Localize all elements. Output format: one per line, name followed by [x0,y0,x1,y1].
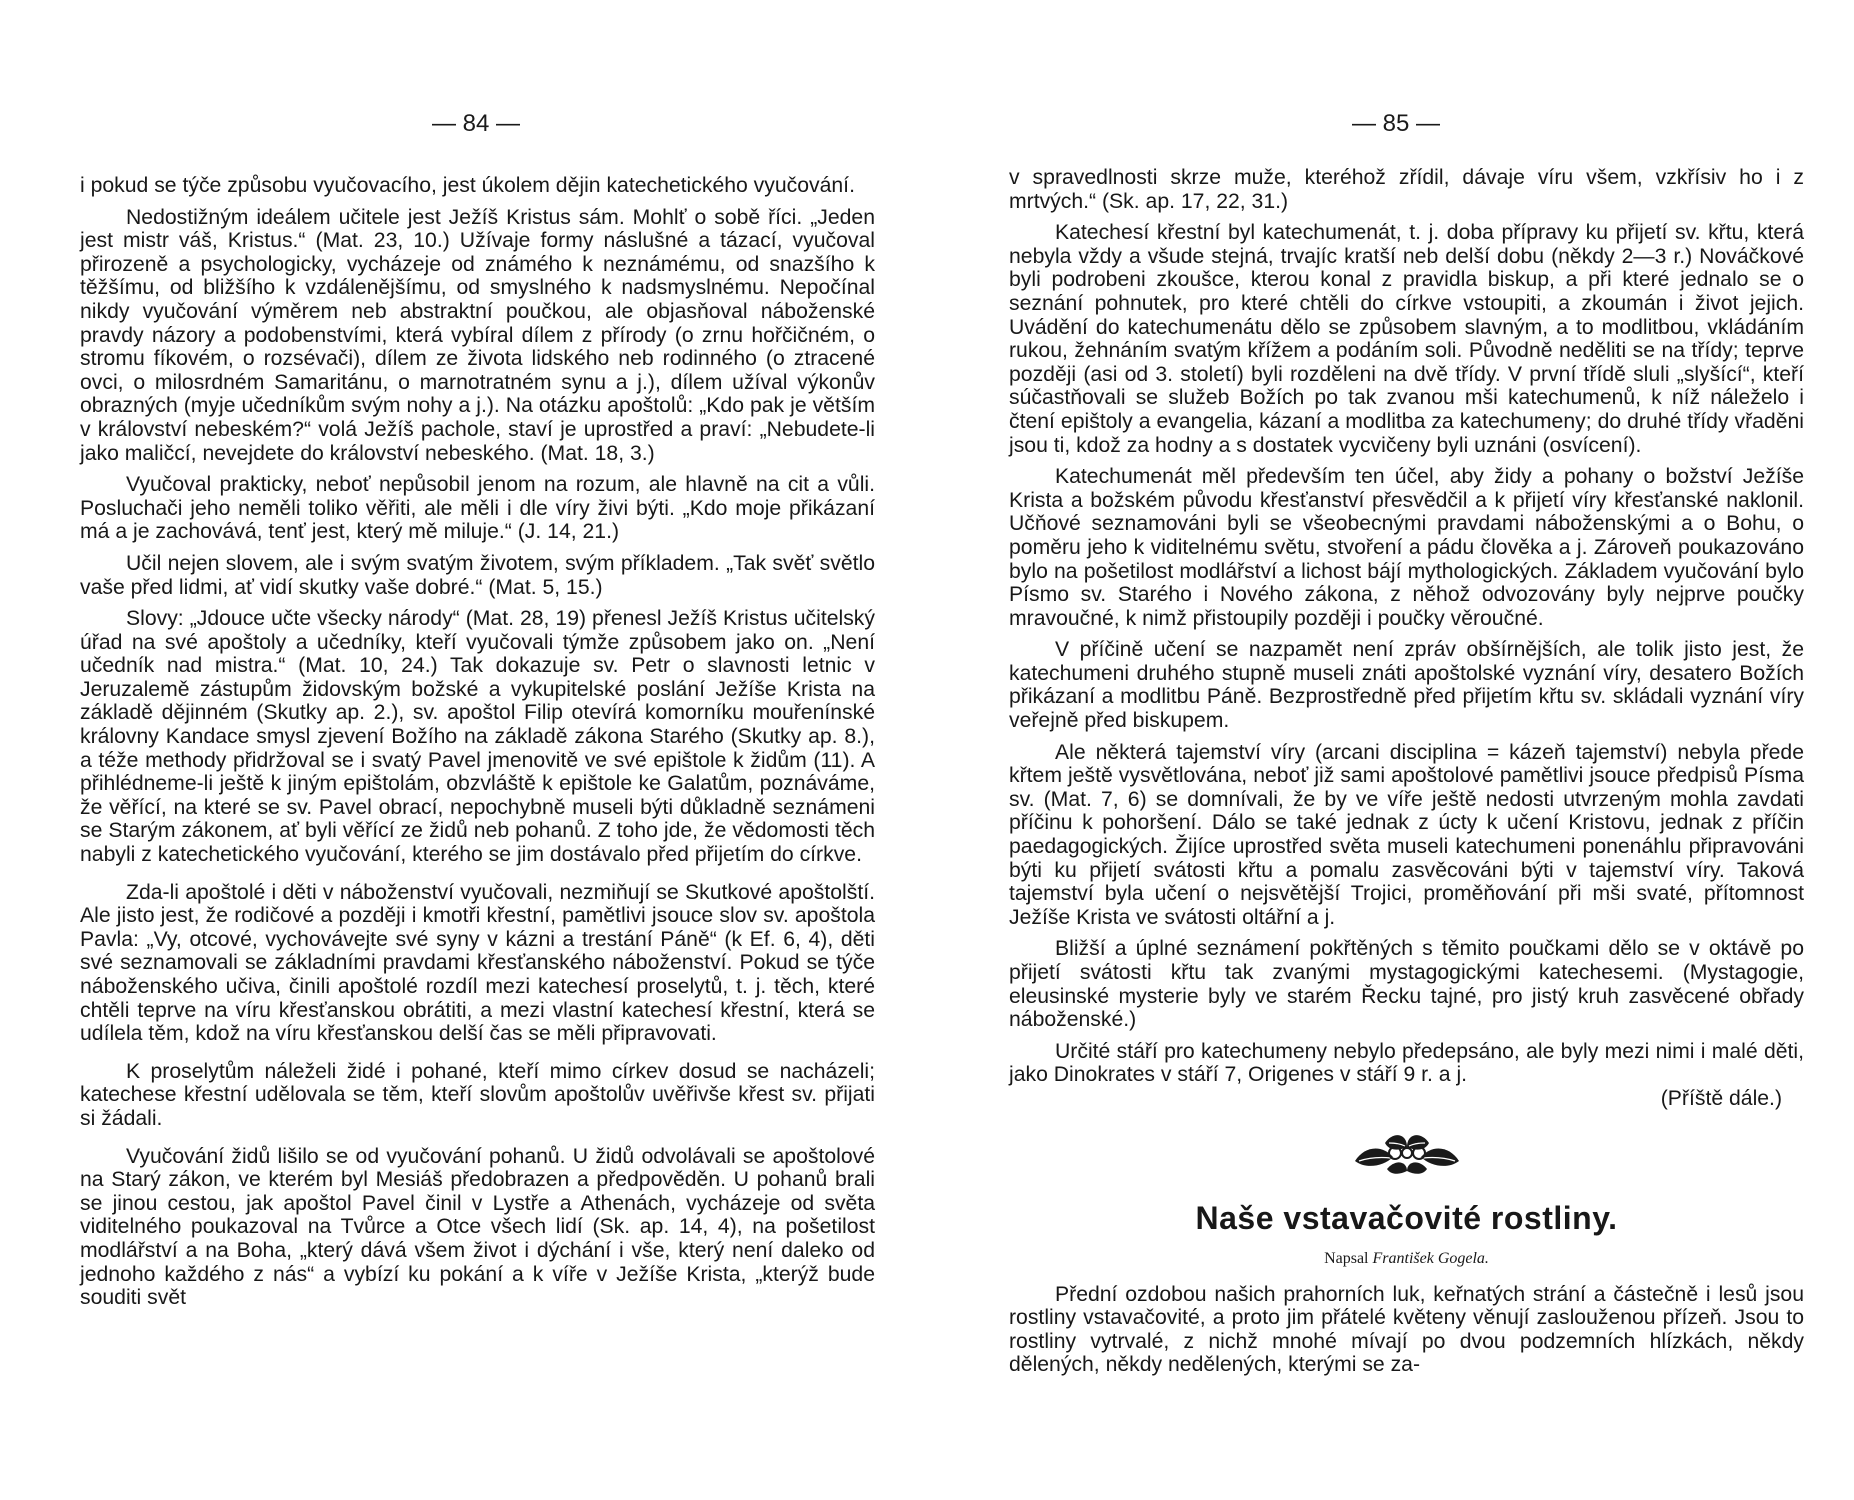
paragraph: Katechumenát měl především ten účel, aby židy a pohany o božství Ježíše Krista a božském původu křesťanství přesvědčil a k přijetí víry křesťanské naklonil. Učňové seznamováni byli se všeobecnými pravdami náboženskými a o Bohu, o poměru jeho k viditelnému světu, stvoření a pádu člověka a j. Zároveň poukazováno bylo na pošetilost modlářství a lichost bájí mythologických. Základem vyučování bylo Písmo sv. Starého i Nového zákona, z něhož odvozovány byly nejprve poučky mravoučné, k nimž přistoupily později i poučky věroučné. [1009,465,1804,630]
paragraph: Ale některá tajemství víry (arcani disciplina = kázeň tajemství) nebyla přede křtem ještě vysvětlována, neboť již sami apoštolové pamětlivi jsouce předpisů Písma sv. (Mat. 7, 6) se domnívali, že by ve víře ještě nedosti utvrzeným mohla zavdati příčinu k pohoršení. Dálo se také jednak z úcty k učení Kristovu, jednak z příčin paedagogických. Žijíce uprostřed světa museli katechumeni ponenáhlu připravováni býti ku přijetí svátosti křtu a pomalu zasvěcováni býti v tajemství víry. Taková tajemství byla učení o nejsvětější Trojici, proměňování při mši svaté, přítomnost Ježíše Krista ve svátosti oltářní a j. [1009,740,1804,929]
paragraph: i pokud se týče způsobu vyučovacího, jest úkolem dějin katechetického vyučování. [80,174,855,197]
paragraph: v spravedlnosti skrze muže, kteréhož zřídil, dávaje víru všem, vzkřísiv ho i z mrtvých.“ (Sk. ap. 17, 22, 31.) [1009,166,1804,213]
article-byline [1009,1249,1804,1269]
leaf-ornament-icon [1347,1127,1467,1177]
page-number: — 85 — [1352,110,1441,137]
paragraph: K proselytům náleželi židé i pohané, kteří mimo církev dosud se nacházeli; katechese křestní udělovala se těm, kteří slovům apoštolův uvěřivše křest sv. přijati si žádali. [80,1059,875,1130]
byline-prefix: Napsal [1324,1249,1369,1267]
paragraph: V příčině učení se nazpamět není zpráv obšírnějších, ale tolik jisto jest, že katechumeni druhého stupně museli znáti apoštolské vyznání víry, desatero Božích přikázaní a modlitbu Páně. Bezprostředně před přijetím křtu sv. skládali vyznání víry veřejně před biskupem. [1009,638,1804,733]
paragraph: Vyučování židů lišilo se od vyučování pohanů. U židů odvolávali se apoštolové na Starý zákon, ve kterém byl Mesiáš předobrazen a předpověděn. U pohanů brali se jinou cestou, jak apoštol Pavel činil v Lystře a Athenách, vycházeje od světa viditelného poukazoval na Tvůrce a Otce všech lidí (Sk. ap. 14, 4), na pošetilost modlářství a na Boha, „který dává všem život i dýchání i vše, který není daleko od jednoho každého z nás“ a vybízí ku pokání a k víře v Ježíše Krista, „kterýž bude souditi svět [80,1144,875,1310]
text-column [80,174,875,1310]
paragraph: Katechesí křestní byl katechumenát, t. j. doba přípravy ku přijetí sv. křtu, která nebyla vždy a všude stejná, trvajíc kratší neb delší dobu (někdy 2—3 r.) Nováčkové byli podrobeni zkoušce, kterou konal z pravidla biskup, a při které jednalo se o seznání pohnutek, pro které chtěli do církve vstoupiti, a zkoumán i život jejich. Uvádění do katechumenátu dělo se způsobem slavným, a to modlitbou, vkládáním rukou, žehnáním svatým křížem a podáním soli. Původně neděliti se na třídy; teprve později (asi od 3. století) byli rozděleni na dvě třídy. V první třídě sluli „slyšící“, kteří súčastňovali se služeb Božích po tak zvanou mši katechumenů, k níž náleželo i čtení epištoly a evangelia, kázaní a modlitba za katechumeny; do druhé třídy vřaděni jsou ti, kdož za hodny a s dostatek vycvičeny byli uznáni (osvícení). [1009,221,1804,457]
paragraph: Určité stáří pro katechumeny nebylo předepsáno, ale byly mezi nimi i malé děti, jako Dinokrates v stáří 7, Origenes v stáří 9 r. a j. [1009,1039,1804,1087]
paragraph: Nedostižným ideálem učitele jest Ježíš Kristus sám. Mohlť o sobě říci. „Jeden jest mistr váš, Kristus.“ (Mat. 23, 10.) Užívaje formy náslušné a tázací, vyučoval přirozeně a psychologicky, vycházeje od známého k neznámému, od snazšího k těžšímu, od bližšího k vzdálenějšímu, od smyslného k nadsmyslnému. Nepočínal nikdy vyučování výměrem neb abstraktní poučkou, ale objasňoval náboženské pravdy názory a podobenstvími, která vybíral dílem z přírody (o zrnu hořčičném, o stromu fíkovém, o rozsévači), dílem ze života lidského neb rodinného (o ztracené ovci, o milosrdném Samaritánu, o marnotratném synu a j.), dílem užíval výkonův obrazných (myje učedníkům svým nohy a j.). Na otázku apoštolů: „Kdo pak je větším v království nebeském?“ volá Ježíš pachole, staví je uprostřed a praví: „Nebudete-li jako maličcí, nevejdete do království nebeského. (Mat. 18, 3.) [80,205,875,465]
page-number: — 84 — [432,110,521,137]
article-title: Naše vstavačovité rostliny. [1195,1199,1618,1236]
text-column [1009,166,1804,1377]
continued-note: (Příště dále.) [1660,1086,1782,1110]
paragraph: Zda-li apoštolé i děti v náboženství vyučovali, nezmiňují se Skutkové apoštolští. Ale jisto jest, že rodičové a později i kmotři křestní, pamětlivi jsouce slov sv. apoštola Pavla: „Vy, otcové, vychovávejte své syny v kázni a trestání Páně“ (k Ef. 6, 4), děti své seznamovali se základními pravdami křesťanského náboženství. Pokud se týče náboženského učiva, činili apoštolé rozdíl mezi katechesí proselytů, t. j. těch, které chtěli teprve na víru křesťanskou obrátiti, a mezi vlastní katechesí křestní, která se udílela těm, kdož na víru křesťanskou delší čas se měli připravovati. [80,880,875,1046]
byline-author: František Gogela. [1372,1249,1489,1267]
paragraph: Slovy: „Jdouce učte všecky národy“ (Mat. 28, 19) přenesl Ježíš Kristus učitelský úřad na své apoštoly a učedníky, kteří vyučovali týmže způsobem jako on. „Není učedník nad mistra.“ (Mat. 10, 24.) Tak dokazuje sv. Petr o slavnosti letnic v Jeruzalemě zástupům židovským božské a vykupitelské poslání Ježíše Krista na základě dějinném (Skutky ap. 2.), sv. apoštol Filip otevírá komorníku mouřenínské královny Kandace smysl zjevení Božího na základě zákona Starého (Skutky ap. 8.), a téže methody přidržoval se i svatý Pavel jmenovitě ve své epištole k židům (11). A přihlédneme-li ještě k jiným epištolám, obzvláště k epištole ke Galatům, poznáváme, že věřící, na které se sv. Pavel obrací, nepochybně museli býti důkladně seznámeni se Starým zákonem, ať byli věřící ze židů neb pohanů. Z toho jde, že vědomosti těch nabyli z katechetického vyučování, kterého se jim dostávalo před přijetím do církve. [80,607,875,867]
paragraph: Bližší a úplné seznámení pokřtěných s těmito poučkami dělo se v oktávě po přijetí svátosti křtu tak zvanými mystagogickými katechesemi. (Mystagogie, eleusinské mysterie byly ve starém Řecku tajné, pro jistý kruh zasvěcené obřady náboženské.) [1009,937,1804,1032]
paragraph: Učil nejen slovem, ale i svým svatým životem, svým příkladem. „Tak svěť světlo vaše před lidmi, ať vidí skutky vaše dobré.“ (Mat. 5, 15.) [80,551,875,599]
paragraph: Přední ozdobou našich prahorních luk, keřnatých strání a částečně i lesů jsou rostliny vstavačovité, a proto jim přátelé květeny věnují zaslouženou přízeň. Jsou to rostliny vytrvalé, z nichž mnohé mívají po dvou podzemních hlízkách, někdy dělených, někdy nedělených, kterými se za- [1009,1282,1804,1377]
paragraph: Vyučoval prakticky, neboť nepůsobil jenom na rozum, ale hlavně na cit a vůli. Posluchači jeho neměli toliko věřiti, ale měli i dle víry živi býti. „Kdo moje přikázaní má a je zachovává, tenť jest, který mě miluje.“ (J. 14, 21.) [80,473,875,544]
